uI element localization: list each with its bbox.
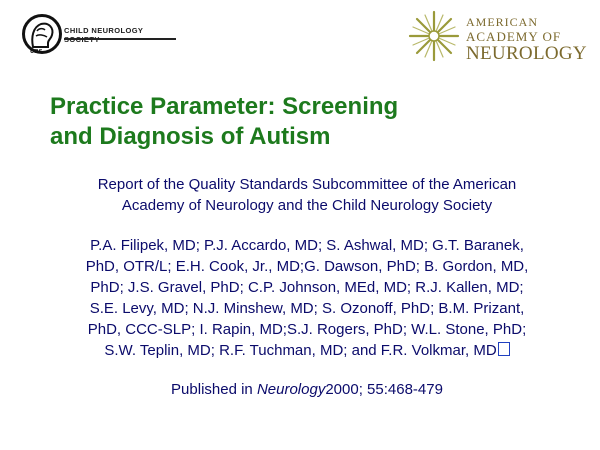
cns-monogram: cns xyxy=(30,48,43,56)
author-line: S.E. Levy, MD; N.J. Minshew, MD; S. Ozonoff, PhD; B.M. Prizant, xyxy=(89,300,525,317)
logo-underline xyxy=(64,38,176,40)
starburst-icon xyxy=(406,8,462,64)
author-line: PhD; J.S. Gravel, PhD; C.P. Johnson, MEd, MD; R.J. Kallen, MD; xyxy=(90,279,524,296)
title-line-1: Practice Parameter: Screening xyxy=(50,93,399,120)
author-list xyxy=(40,235,574,361)
aan-line-american: AMERICAN xyxy=(466,15,539,29)
author-line-last xyxy=(40,340,574,361)
child-neurology-society-logo xyxy=(18,12,178,58)
author-line: PhD, CCC-SLP; I. Rapin, MD;S.J. Rogers, PhD; W.L. Stone, PhD; xyxy=(87,321,527,338)
author-line: P.A. Filipek, MD; P.J. Accardo, MD; S. Ashwal, MD; G.T. Baranek, xyxy=(90,237,524,254)
author-line: S.W. Teplin, MD; R.F. Tuchman, MD; and F.R. Volkmar, MD xyxy=(104,342,497,359)
aan-line-neurology: NEUROLOGY xyxy=(466,43,587,64)
author-line: PhD, OTR/L; E.H. Cook, Jr., MD;G. Dawson, PhD; B. Gordon, MD, xyxy=(85,258,529,275)
report-line-2: Academy of Neurology and the Child Neurology Society xyxy=(121,197,493,214)
journal-name: Neurology xyxy=(256,381,326,398)
aan-wordmark xyxy=(466,16,587,63)
report-line-1: Report of the Quality Standards Subcommittee of the American xyxy=(97,176,517,193)
aan-line-academy: ACADEMY OF xyxy=(466,29,562,44)
aan-logo xyxy=(406,8,586,68)
publication-info xyxy=(40,381,574,398)
published-citation: 2000; 55:468-479 xyxy=(325,381,443,398)
slide-title xyxy=(50,92,570,152)
published-prefix: Published in xyxy=(171,381,257,398)
link-box-icon[interactable] xyxy=(498,342,510,356)
report-subtitle xyxy=(40,174,574,216)
title-line-2: and Diagnosis of Autism xyxy=(50,123,331,150)
society-name: CHILD NEUROLOGY xyxy=(64,26,144,35)
